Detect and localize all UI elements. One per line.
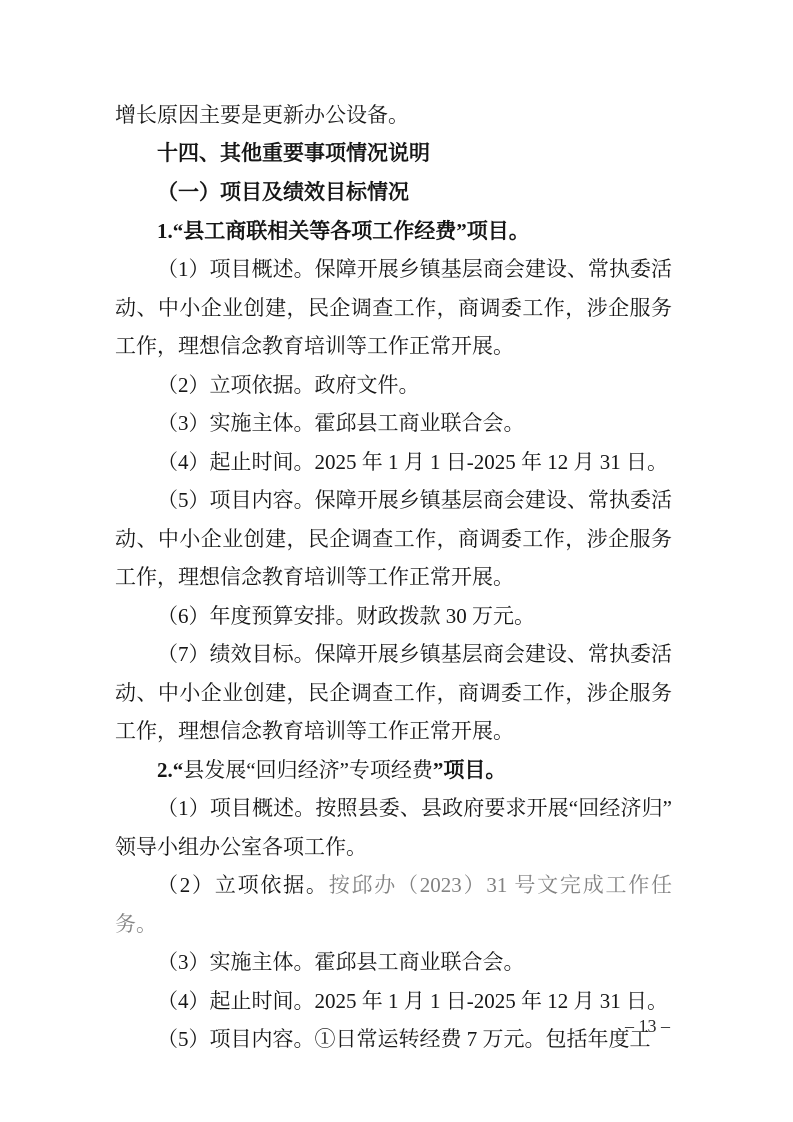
- text-run: （1）项目概述。按照县委、县政府要求开展“回经济归”领导小组办公室各项工作。: [115, 796, 672, 859]
- text-run: （一）项目及绩效目标情况: [157, 180, 409, 204]
- paragraph: [115, 135, 672, 174]
- paragraph: [115, 866, 672, 943]
- text-run: （5）项目内容。①日常运转经费 7 万元。包括年度工: [157, 1027, 651, 1051]
- text-run: （3）实施主体。霍邱县工商业联合会。: [157, 411, 525, 435]
- text-run: （4）起止时间。2025 年 1 月 1 日-2025 年 12 月 31 日。: [157, 988, 668, 1013]
- text-run: （1）项目概述。保障开展乡镇基层商会建设、常执委活动、中小企业创建，民企调查工作，商调委工作，涉企服务工作，理想信念教育培训等工作正常开展。: [115, 257, 672, 358]
- text-run: （2）立项依据。: [157, 873, 329, 897]
- text-run: 县发展“回归经济”专项经费: [183, 757, 433, 782]
- paragraph: [115, 481, 672, 597]
- text-run: 2.“: [157, 757, 184, 782]
- paragraph: [115, 443, 672, 482]
- page-number: – 13 –: [625, 1016, 670, 1036]
- text-run: （4）起止时间。2025 年 1 月 1 日-2025 年 12 月 31 日。: [157, 449, 668, 474]
- text-run: （6）年度预算安排。财政拨款 30 万元。: [157, 603, 535, 628]
- paragraph: [115, 789, 672, 866]
- text-run: （3）实施主体。霍邱县工商业联合会。: [157, 950, 525, 974]
- text-run: （2）立项依据。政府文件。: [157, 372, 420, 397]
- paragraph: [115, 173, 672, 212]
- paragraph: [115, 597, 672, 636]
- paragraph: [115, 96, 672, 135]
- text-run: 十四、其他重要事项情况说明: [157, 141, 430, 165]
- text-run: ”项目。: [432, 757, 507, 782]
- paragraph: [115, 212, 672, 251]
- text-run: 增长原因主要是更新办公设备。: [115, 103, 409, 127]
- paragraph: [115, 635, 672, 751]
- text-run: 按邱办（2023）31 号文完成工作任务。: [115, 873, 673, 936]
- text-run: （5）项目内容。保障开展乡镇基层商会建设、常执委活动、中小企业创建，民企调查工作，商调委工作，涉企服务工作，理想信念教育培训等工作正常开展。: [115, 488, 672, 589]
- paragraph: [115, 366, 672, 405]
- text-run: （7）绩效目标。保障开展乡镇基层商会建设、常执委活动、中小企业创建，民企调查工作，商调委工作，涉企服务工作，理想信念教育培训等工作正常开展。: [115, 642, 672, 743]
- paragraph: [115, 404, 672, 443]
- document-body: [115, 96, 672, 1059]
- text-run: 1.“县工商联相关等各项工作经费”项目。: [157, 218, 530, 243]
- paragraph: [115, 943, 672, 982]
- paragraph: [115, 751, 672, 790]
- paragraph: [115, 250, 672, 366]
